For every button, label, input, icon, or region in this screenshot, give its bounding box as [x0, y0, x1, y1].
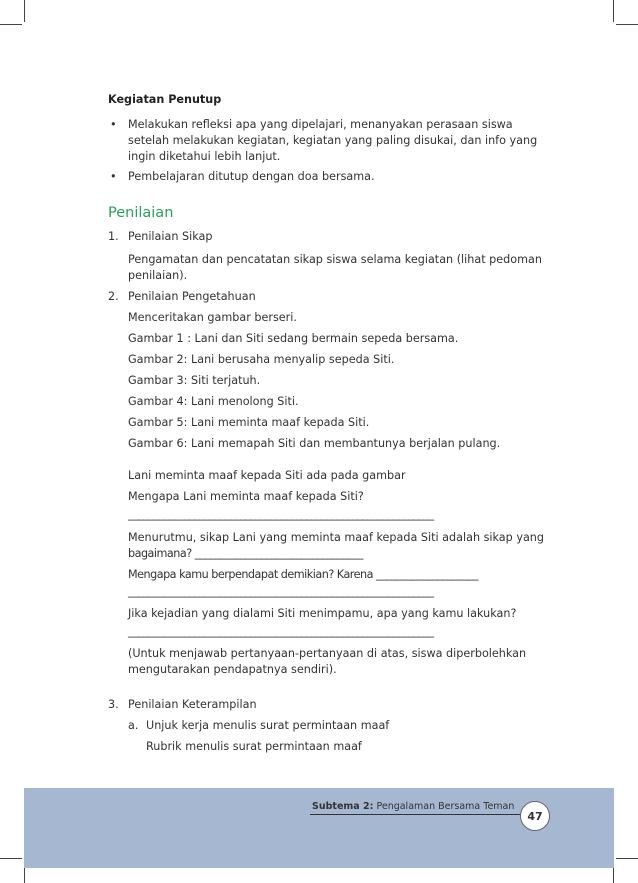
section-3-sub-letter: a. [128, 719, 139, 732]
section-1-title: Penilaian Sikap [128, 230, 213, 243]
note-line: mengutarakan pendapatnya sendiri). [128, 663, 337, 676]
crop-mark [613, 0, 614, 22]
question-line: Mengapa kamu berpendapat demikian? Karena ____________________ [128, 568, 478, 581]
footer-subtheme [312, 801, 514, 812]
section-2-line: Gambar 6: Lani memapah Siti dan membantunya berjalan pulang. [128, 437, 501, 450]
answer-blank: ____________________________________________________________ [128, 625, 434, 638]
question-line: Jika kejadian yang dialami Siti menimpamu, apa yang kamu lakukan? [128, 607, 517, 620]
crop-mark [0, 858, 22, 859]
closing-bullet-1-line-2: setelah melakukan kegiatan, kegiatan yang paling disukai, dan info yang [128, 134, 538, 147]
question-line: Lani meminta maaf kepada Siti ada pada gambar [128, 469, 406, 482]
crop-mark [616, 858, 638, 859]
section-3-sub-title: Unjuk kerja menulis surat permintaan maaf [146, 719, 390, 732]
note-line: (Untuk menjawab pertanyaan-pertanyaan di atas, siswa diperbolehkan [128, 647, 527, 660]
question-line: bagaimana? _________________________________ [128, 547, 363, 560]
section-3-number: 3. [108, 698, 119, 711]
crop-mark [24, 0, 25, 22]
closing-bullet-1-line-3: ingin diketahui lebih lanjut. [128, 150, 281, 163]
bullet-icon: • [110, 118, 117, 131]
section-1-line: penilaian). [128, 269, 188, 282]
answer-blank: ____________________________________________________________ [128, 585, 434, 598]
footer-rule [310, 814, 522, 815]
footer-subtheme-label: Subtema 2: [312, 801, 374, 812]
section-2-number: 2. [108, 290, 119, 303]
footer-subtheme-title: Pengalaman Bersama Teman [376, 801, 515, 812]
closing-bullet-1-line-1: Melakukan refleksi apa yang dipelajari, menanyakan perasaan siswa [128, 118, 513, 131]
section-1-line: Pengamatan dan pencatatan sikap siswa selama kegiatan (lihat pedoman [128, 253, 542, 266]
section-3-title: Penilaian Keterampilan [128, 698, 257, 711]
section-2-line: Gambar 3: Siti terjatuh. [128, 374, 261, 387]
question-line: Mengapa Lani meminta maaf kepada Siti? [128, 490, 364, 503]
section-1-number: 1. [108, 230, 119, 243]
assessment-heading: Penilaian [108, 205, 174, 221]
section-2-line: Gambar 2: Lani berusaha menyalip sepeda Siti. [128, 353, 395, 366]
section-2-line: Gambar 1 : Lani dan Siti sedang bermain sepeda bersama. [128, 332, 459, 345]
closing-title: Kegiatan Penutup [108, 93, 222, 106]
page-number: 47 [520, 801, 550, 831]
crop-mark [0, 24, 22, 25]
bullet-icon: • [110, 170, 117, 183]
closing-bullet-2: Pembelajaran ditutup dengan doa bersama. [128, 170, 375, 183]
section-2-line: Gambar 4: Lani menolong Siti. [128, 395, 299, 408]
section-2-line: Gambar 5: Lani meminta maaf kepada Siti. [128, 416, 370, 429]
section-2-title: Penilaian Pengetahuan [128, 290, 256, 303]
question-line: Menurutmu, sikap Lani yang meminta maaf kepada Siti adalah sikap yang [128, 531, 544, 544]
answer-blank: ____________________________________________________________ [128, 508, 434, 521]
section-2-line: Menceritakan gambar berseri. [128, 311, 297, 324]
section-3-sub-line: Rubrik menulis surat permintaan maaf [146, 740, 362, 753]
crop-mark [616, 24, 638, 25]
